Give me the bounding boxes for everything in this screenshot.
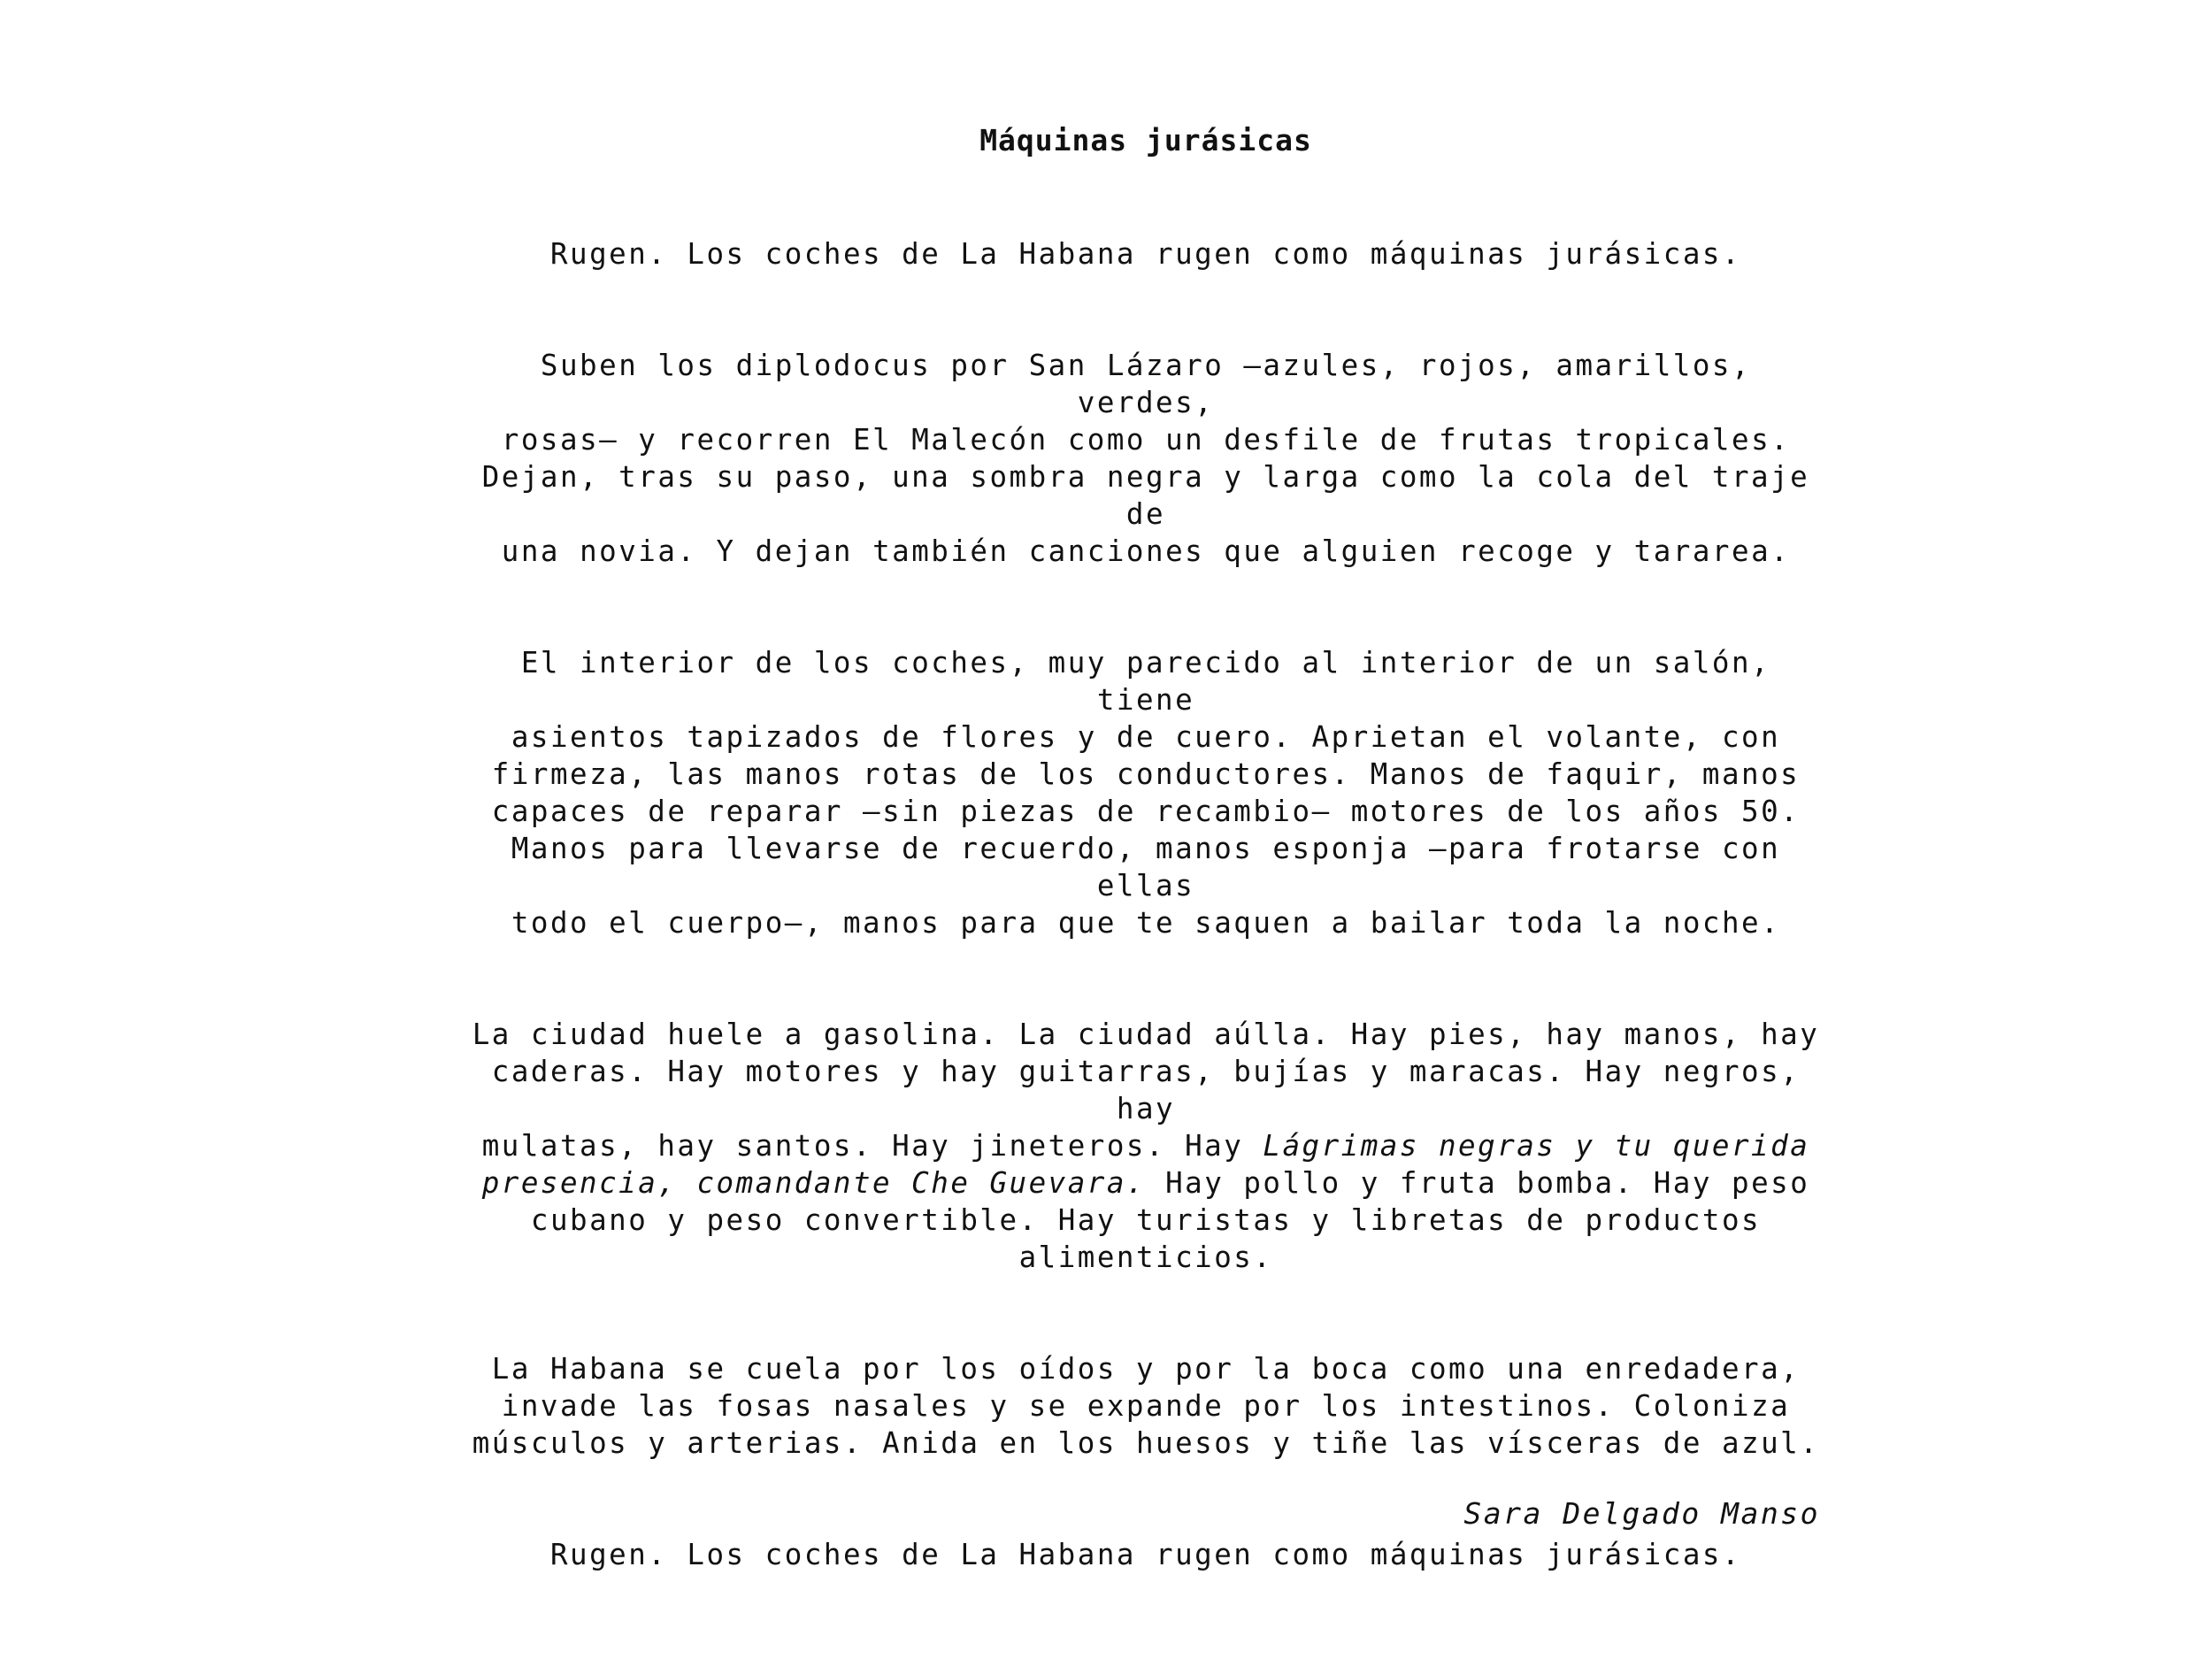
paragraph-line: invade las fosas nasales y se expande por los intestinos. Coloniza bbox=[501, 1389, 1791, 1423]
paragraph-2 bbox=[469, 347, 1823, 570]
paragraph-line: una novia. Y dejan también canciones que alguien recoge y tararea. bbox=[501, 534, 1791, 568]
paragraph-6 bbox=[469, 1536, 1823, 1573]
paragraph-5 bbox=[469, 1350, 1823, 1462]
italic-song-title: Lágrimas negras y tu querida bbox=[1263, 1129, 1810, 1163]
paragraph-line-segment: Hay pollo y fruta bomba. Hay peso bbox=[1146, 1166, 1810, 1200]
italic-song-title-continued: presencia, comandante Che Guevara. bbox=[481, 1166, 1146, 1200]
paragraph-line: cubano y peso convertible. Hay turistas y libretas de productos bbox=[530, 1203, 1762, 1237]
author-signature: Sara Delgado Manso bbox=[1463, 1496, 1820, 1531]
paragraph-4 bbox=[469, 1016, 1823, 1276]
paragraph-line: Rugen. Los coches de La Habana rugen como máquinas jurásicas. bbox=[549, 237, 1742, 271]
paragraph-line: La ciudad huele a gasolina. La ciudad aúlla. Hay pies, hay manos, hay bbox=[472, 1018, 1820, 1051]
document-title: Máquinas jurásicas bbox=[979, 123, 1312, 157]
paragraph-line: asientos tapizados de flores y de cuero. Aprietan el volante, con bbox=[511, 720, 1781, 754]
paragraph-line: rosas— y recorren El Malecón como un desfile de frutas tropicales. bbox=[501, 423, 1791, 457]
paragraph-line: músculos y arterias. Anida en los huesos y tiñe las vísceras de azul. bbox=[472, 1426, 1820, 1460]
paragraph-line: El interior de los coches, muy parecido al interior de un salón, tiene bbox=[520, 646, 1771, 717]
paragraph-1 bbox=[469, 235, 1823, 273]
document-body bbox=[469, 235, 1823, 1647]
paragraph-line: todo el cuerpo—, manos para que te saquen a bailar toda la noche. bbox=[511, 906, 1781, 940]
paragraph-line: Dejan, tras su paso, una sombra negra y larga como la cola del traje de bbox=[481, 460, 1810, 531]
paragraph-line: caderas. Hay motores y hay guitarras, bujías y maracas. Hay negros, hay bbox=[491, 1055, 1801, 1125]
paragraph-line: Rugen. Los coches de La Habana rugen como máquinas jurásicas. bbox=[549, 1538, 1742, 1571]
paragraph-line: Manos para llevarse de recuerdo, manos esponja —para frotarse con ellas bbox=[511, 832, 1781, 902]
paragraph-line: Suben los diplodocus por San Lázaro —azules, rojos, amarillos, verdes, bbox=[540, 349, 1752, 419]
paragraph-3 bbox=[469, 644, 1823, 941]
paragraph-line: firmeza, las manos rotas de los conductores. Manos de faquir, manos bbox=[491, 757, 1801, 791]
paragraph-line: alimenticios. bbox=[1018, 1240, 1273, 1274]
paragraph-line-segment: mulatas, hay santos. Hay jineteros. Hay bbox=[481, 1129, 1263, 1163]
paragraph-line: capaces de reparar —sin piezas de recambio— motores de los años 50. bbox=[491, 795, 1801, 828]
paragraph-line: La Habana se cuela por los oídos y por la boca como una enredadera, bbox=[491, 1352, 1801, 1386]
